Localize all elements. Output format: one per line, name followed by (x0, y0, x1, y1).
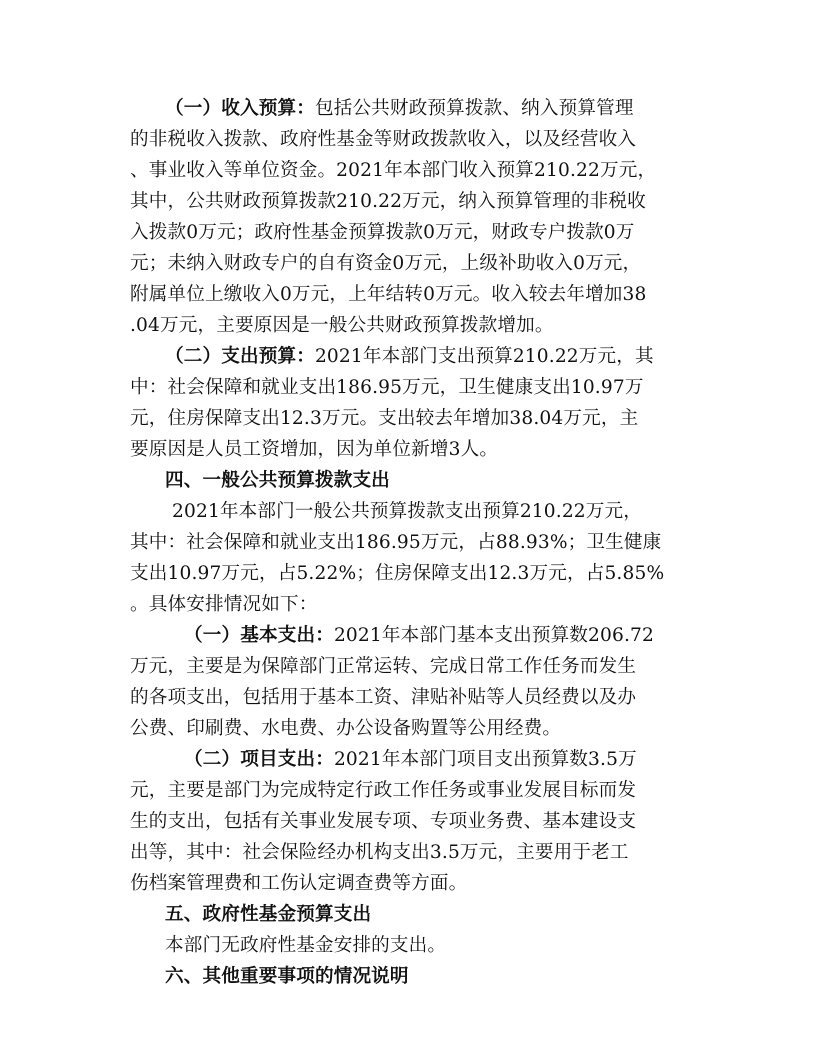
basic-line-3: 公费、印刷费、水电费、办公设备购置等公用经费。 (130, 718, 562, 739)
project-line-3: 出等，其中：社会保险经办机构支出3.5万元，主要用于老工 (130, 842, 629, 863)
income-line-4: 入拨款0万元；政府性基金预算拨款0万元，财政专户拨款0万 (130, 222, 635, 243)
income-line-2: 、事业收入等单位资金。2021年本部门收入预算210.22万元， (130, 160, 657, 181)
section5-title: 五、政府性基金预算支出 (165, 904, 372, 925)
project-line-0: 2021年本部门项目支出预算数3.5万 (333, 749, 637, 770)
expense-line-3: 要原因是人员工资增加，因为单位新增3人。 (130, 439, 499, 460)
basic-first-line (184, 623, 654, 649)
income-line-7: .04万元，主要原因是一般公共财政预算拨款增加。 (130, 315, 554, 336)
income-line-3: 其中，公共财政预算拨款210.22万元，纳入预算管理的非税收 (130, 191, 646, 212)
expense-line-1: 中：社会保障和就业支出186.95万元，卫生健康支出10.97万 (130, 377, 644, 398)
section4-line-1: 其中：社会保障和就业支出186.95万元，占88.93%；卫生健康 (130, 532, 662, 553)
project-first-line (184, 747, 637, 773)
basic-line-2: 的各项支出，包括用于基本工资、津贴补贴等人员经费以及办 (130, 687, 637, 708)
expense-line-0: 2021年本部门支出预算210.22万元，其 (314, 346, 654, 367)
income-heading: （一）收入预算： (165, 98, 315, 119)
basic-heading: （一）基本支出： (184, 625, 334, 646)
income-line-1: 的非税收入拨款、政府性基金等财政拨款收入，以及经营收入 (130, 129, 637, 150)
section4-title: 四、一般公共预算拨款支出 (165, 470, 390, 491)
income-line-0: 包括公共财政预算拨款、纳入预算管理 (314, 98, 634, 119)
section4-line-0: 2021年本部门一般公共预算拨款支出预算210.22万元， (172, 501, 643, 522)
income-line-5: 元；未纳入财政专户的自有资金0万元，上级补助收入0万元， (130, 253, 642, 274)
section5-line: 本部门无政府性基金安排的支出。 (165, 935, 447, 956)
income-first-line (165, 96, 634, 122)
section6-title: 六、其他重要事项的情况说明 (165, 966, 409, 987)
expense-heading: （二）支出预算： (165, 346, 315, 367)
project-line-1: 元，主要是部门为完成特定行政工作任务或事业发展目标而发 (130, 780, 637, 801)
expense-first-line (165, 344, 654, 370)
section4-line-3: 。具体安排情况如下： (130, 594, 318, 615)
project-heading: （二）项目支出： (184, 749, 334, 770)
project-line-2: 生的支出，包括有关事业发展专项、专项业务费、基本建设支 (130, 811, 637, 832)
expense-line-2: 元，住房保障支出12.3万元。支出较去年增加38.04万元，主 (130, 408, 639, 429)
basic-line-0: 2021年本部门基本支出预算数206.72 (333, 625, 655, 646)
project-line-4: 伤档案管理费和工伤认定调查费等方面。 (130, 873, 468, 894)
income-line-6: 附属单位上缴收入0万元，上年结转0万元。收入较去年增加38 (130, 284, 647, 305)
section4-line-2: 支出10.97万元，占5.22%；住房保障支出12.3万元，占5.85% (130, 563, 665, 584)
basic-line-1: 万元，主要是为保障部门正常运转、完成日常工作任务而发生 (130, 656, 637, 677)
